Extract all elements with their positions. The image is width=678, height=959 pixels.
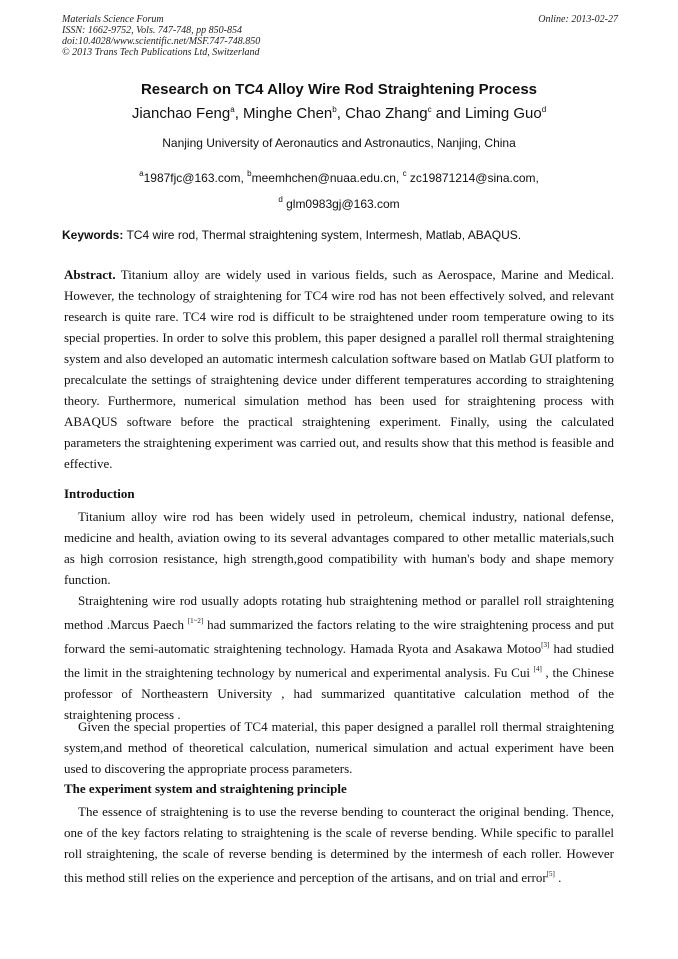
author-sep: ,	[336, 105, 346, 122]
email-sup: a	[139, 169, 144, 178]
intro-paragraph-2	[64, 590, 614, 725]
author-sep: and	[431, 105, 465, 122]
intro-paragraph-3	[64, 716, 614, 779]
author-name: Chao Zhang	[345, 105, 428, 122]
doi-line: doi:10.4028/www.scientific.net/MSF.747-748.850	[62, 36, 261, 47]
author-sup: a	[230, 105, 235, 114]
abstract-text: Titanium alloy are widely used in various fields, such as Aerospace, Marine and Medical. However, the technology of straightening for TC4 wire rod has not been effectively solved, and relevant research is quite rare. TC4 wire rod is difficult to be straightened under room temperature owing to its special properties. In order to solve this problem, this paper designed a parallel roll thermal straightening system and also developed an automatic intermesh calculation software based on Matlab GUI platform to precalculate the settings of straightening device under different temperatures according to straightening theory. Furthermore, numerical simulation method has been used for straightening process with ABAQUS software before the practical straightening experiment. Finally, using the calculated parameters the straightening experiment was carried out, and results show that this method is feasible and effective.	[64, 267, 614, 471]
citation: [5]	[546, 870, 555, 878]
keywords-text: TC4 wire rod, Thermal straightening system, Intermesh, Matlab, ABAQUS.	[123, 228, 522, 242]
author-sup: b	[332, 105, 337, 114]
intro-p3-text: Given the special properties of TC4 material, this paper designed a parallel roll thermal straightening system,and method of theoretical calculation, numerical simulation and actual experiment have been used to discovering the appropriate process parameters.	[64, 719, 614, 776]
principle-heading: The experiment system and straightening principle	[64, 781, 347, 796]
author-list	[0, 105, 678, 122]
keywords-label: Keywords:	[62, 228, 124, 242]
abstract	[64, 264, 614, 474]
intro-p2-text: had studied the limit in the straightening technology by numerical and experimental analysis. Fu Cui	[64, 641, 614, 680]
author-sep: ,	[234, 105, 244, 122]
email-sup: d	[278, 195, 283, 204]
abstract-label: Abstract.	[64, 267, 116, 282]
citation: [3]	[541, 641, 550, 649]
intro-p2-text: Straightening wire rod usually adopts rotating hub straightening method or parallel roll straightening method .Marcus Paech	[64, 593, 614, 632]
principle-p1-text: .	[554, 870, 562, 885]
email-sup: b	[247, 169, 252, 178]
copyright-line: © 2013 Trans Tech Publications Ltd, Switzerland	[62, 47, 260, 58]
email-d[interactable]: glm0983gj@163.com	[282, 197, 400, 211]
email-b[interactable]: meemhchen@nuaa.edu.cn,	[251, 171, 403, 185]
intro-paragraph-1	[64, 506, 614, 590]
introduction-heading: Introduction	[64, 486, 135, 501]
citation: [4]	[533, 665, 542, 673]
author-sup: c	[427, 105, 432, 114]
citation: [1~2]	[187, 617, 204, 625]
journal-header	[62, 14, 618, 58]
author-name: Jianchao Feng	[131, 105, 231, 122]
principle-paragraph-1	[64, 801, 614, 888]
principle-p1-text: The essence of straightening is to use the reverse bending to counteract the original bending. Thence, one of the key factors relating to straightening is the scale of reverse bending. While specific to parallel roll straightening, the scale of reverse bending is determined by the intermesh of each roller. However this method still relies on the experience and perception of the artisans, and on trial and error	[64, 804, 614, 885]
email-a[interactable]: 1987fjc@163.com,	[143, 171, 248, 185]
journal-name: Materials Science Forum	[62, 14, 164, 25]
email-sup: c	[402, 169, 407, 178]
online-date: Online: 2013-02-27	[538, 14, 618, 25]
email-c[interactable]: zc19871214@sina.com,	[406, 171, 539, 185]
email-line-2	[0, 189, 678, 215]
intro-p2-text: had summarized the factors relating to the wire straightening process and put forward the semi-automatic straightening technology. Hamada Ryota and Asakawa Motoo	[64, 617, 614, 656]
author-sup: d	[541, 105, 547, 114]
author-name: Minghe Chen	[243, 105, 333, 122]
keywords	[62, 228, 618, 242]
affiliation: Nanjing University of Aeronautics and Astronautics, Nanjing, China	[162, 136, 516, 150]
intro-p1-text: Titanium alloy wire rod has been widely used in petroleum, chemical industry, national defense, medicine and health, aviation owing to its several advantages compared to other metallic materials,such as high corrosion resistance, high strength,good compatibility with human's body and shape memory function.	[64, 509, 614, 587]
intro-p2-text: , the Chinese professor of Northeastern University , had summarized quantitative calculation method of the straightening process .	[64, 665, 614, 722]
author-name: Liming Guo	[465, 105, 542, 122]
paper-title: Research on TC4 Alloy Wire Rod Straightening Process	[140, 81, 538, 98]
email-line-1	[0, 163, 678, 189]
email-block	[0, 163, 678, 215]
issn-line: ISSN: 1662-9752, Vols. 747-748, pp 850-854	[62, 25, 242, 36]
